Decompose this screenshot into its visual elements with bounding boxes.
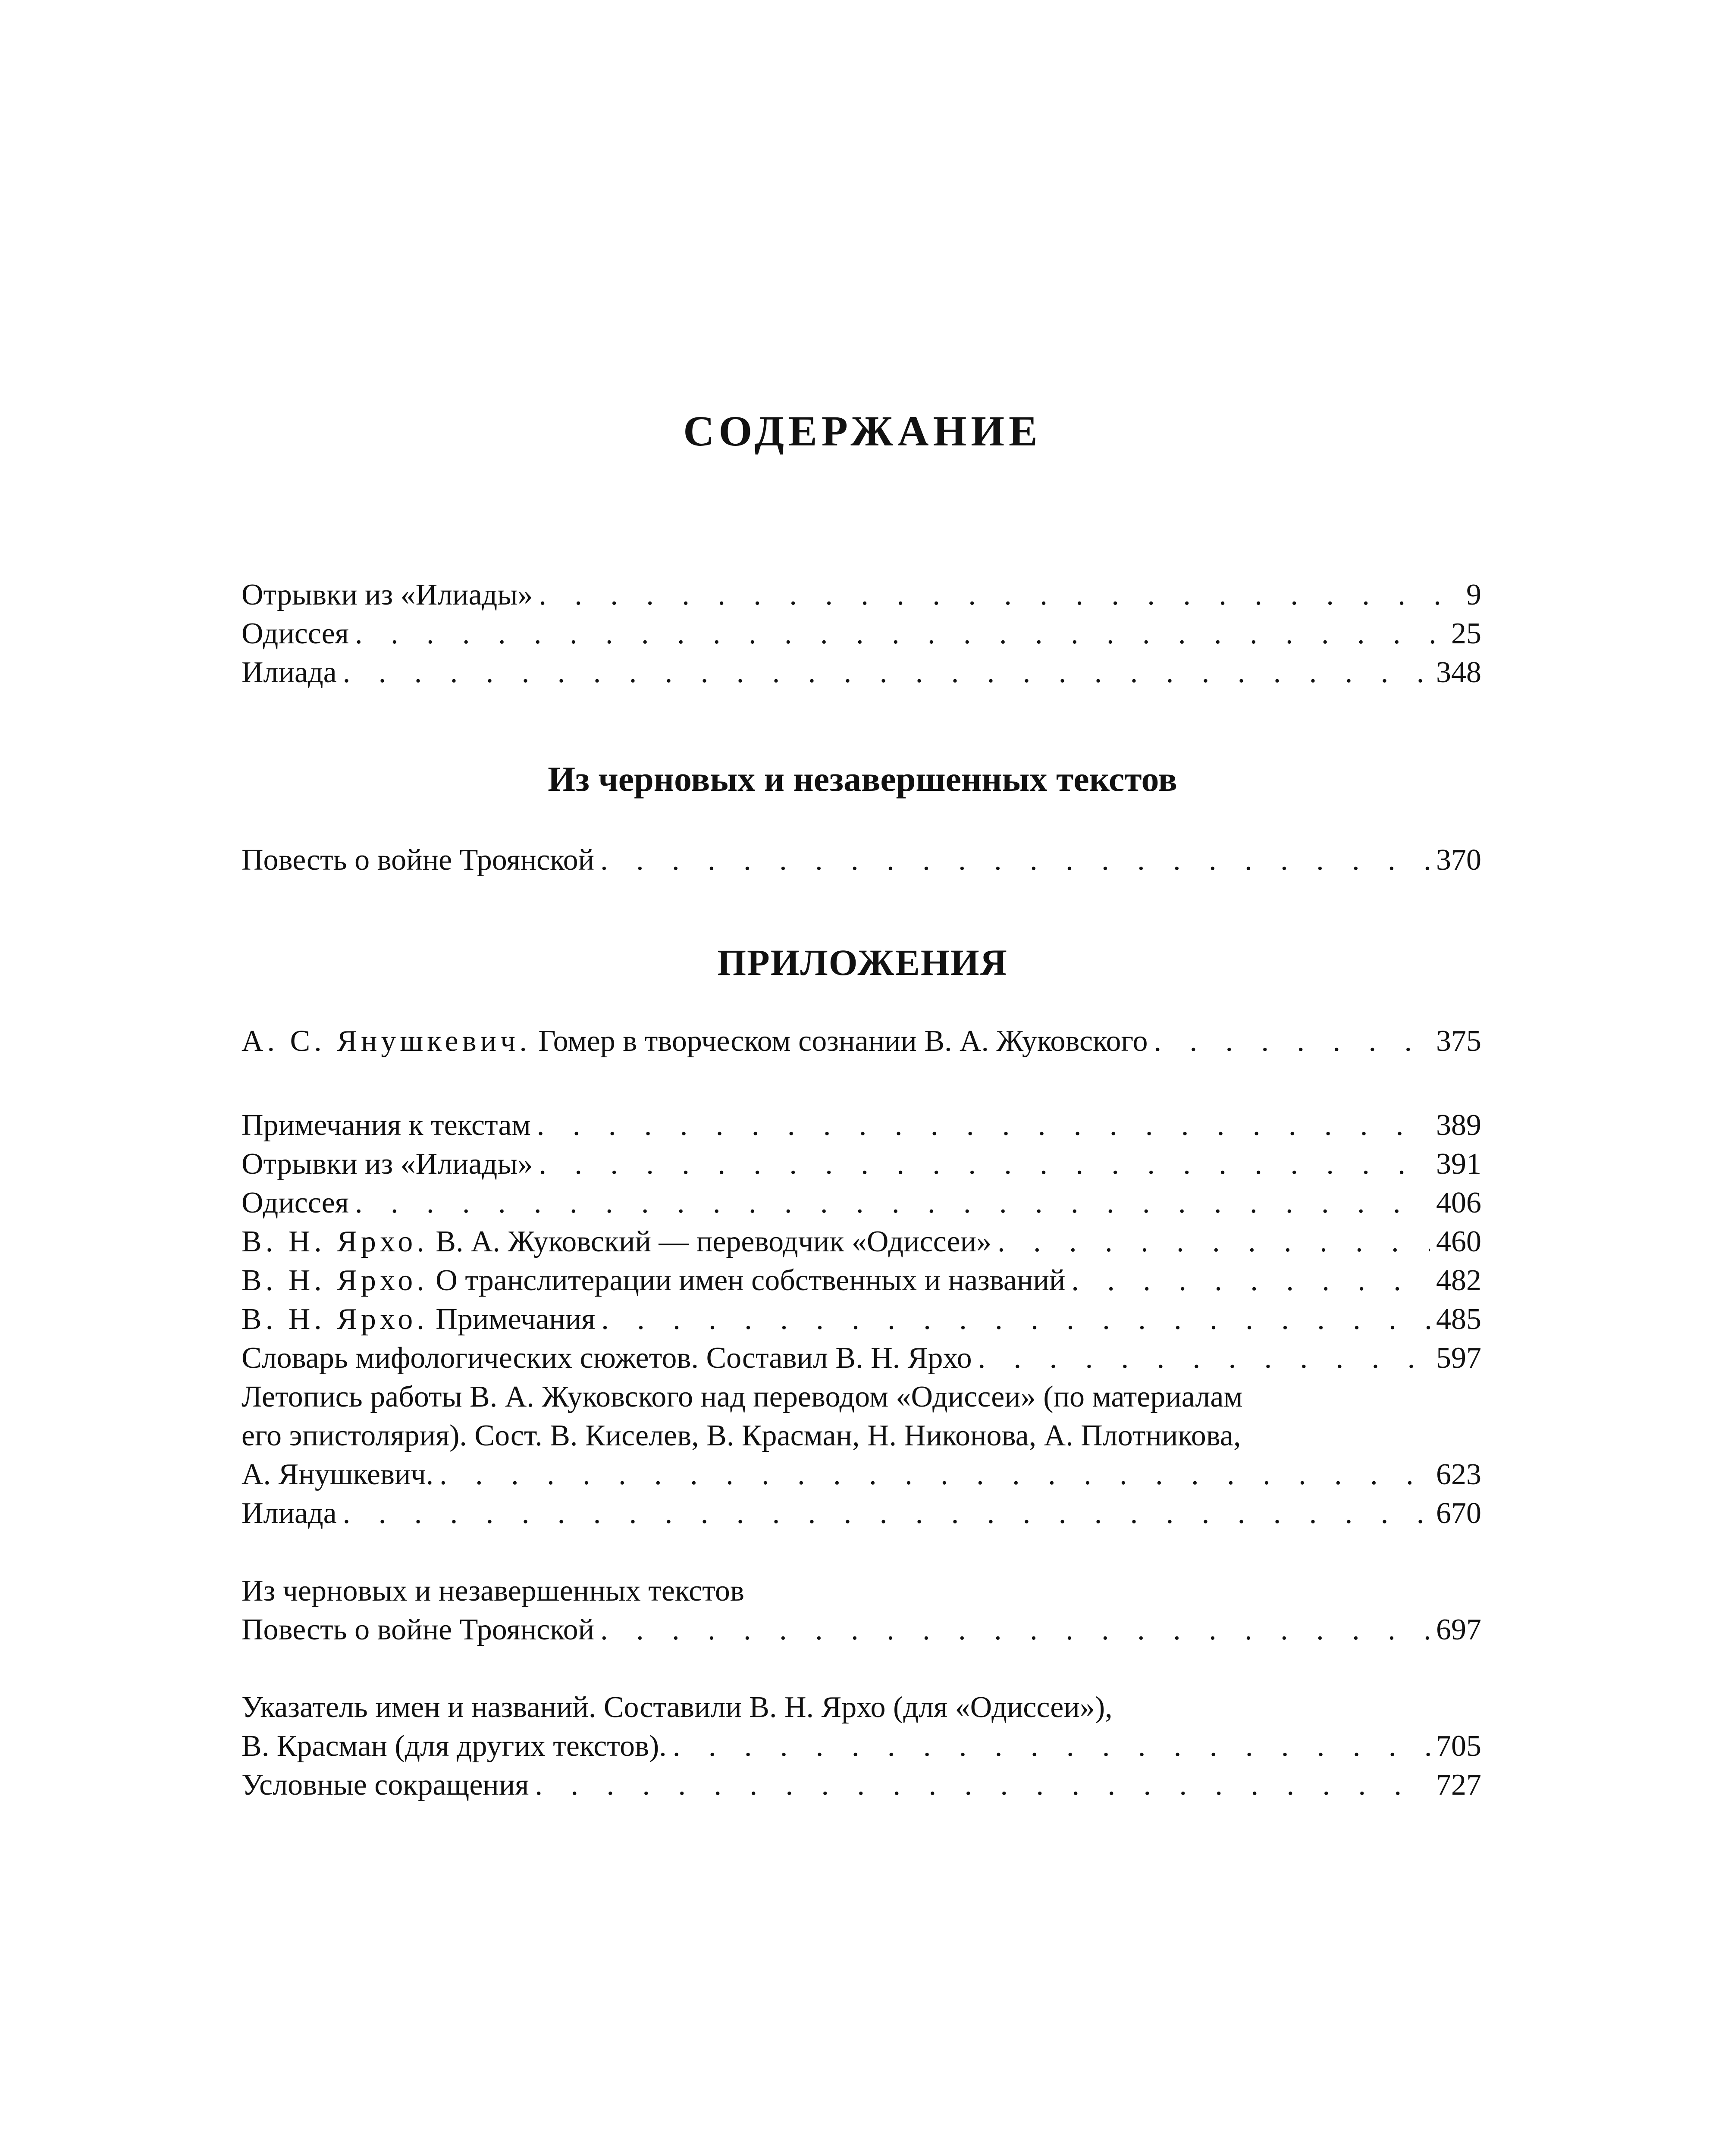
toc-entry-work: Отрывки из «Илиады»: [242, 1147, 533, 1181]
toc-entry: [242, 1766, 1481, 1805]
section-heading-appendix: ПРИЛОЖЕНИЯ: [717, 942, 1008, 983]
toc-entry-title: [242, 1145, 533, 1184]
toc-entry: [242, 1300, 1481, 1339]
dot-leader: [343, 1494, 1430, 1533]
toc-entry-work: О транслитерации имен собственных и названий: [436, 1264, 1066, 1297]
dot-leader: [1071, 1261, 1430, 1300]
toc-entry-title: Повесть о войне Троянской: [242, 1613, 595, 1646]
toc-entry-page: 348: [1436, 656, 1481, 689]
dot-leader: [539, 1145, 1430, 1184]
toc-entry-page: 485: [1436, 1303, 1481, 1336]
dot-leader: [343, 653, 1430, 692]
section-heading-drafts: Из черновых и незавершенных текстов: [548, 759, 1177, 799]
toc-subheading: Из черновых и незавершенных текстов: [242, 1574, 744, 1608]
toc-entry-page: 375: [1436, 1025, 1481, 1058]
toc-entry-work: Примечания к текстам: [242, 1109, 531, 1142]
toc-entry: [242, 576, 1481, 614]
toc-entry-author: А. С. Янушкевич.: [242, 1025, 531, 1058]
toc-entry-page: 482: [1436, 1264, 1481, 1297]
dot-leader: [439, 1455, 1430, 1494]
toc-entry: [242, 1727, 1481, 1766]
dot-leader: [600, 841, 1430, 880]
toc-entry-page: 391: [1436, 1147, 1481, 1181]
toc-entry-page: 9: [1466, 578, 1481, 611]
toc-entry-work: Гомер в творческом сознании В. А. Жуковского: [538, 1025, 1148, 1058]
toc-entry-page: 389: [1436, 1109, 1481, 1142]
dot-leader: [673, 1727, 1430, 1766]
toc-entry-page: 705: [1436, 1730, 1481, 1763]
toc-entry: [242, 1022, 1481, 1061]
toc-entry: [242, 1145, 1481, 1184]
toc-entry-title: Илиада: [242, 656, 337, 689]
toc-entry: [242, 1106, 1481, 1145]
toc-entry-title: Одиссея: [242, 617, 349, 650]
appendix-notes: [242, 1106, 1481, 1533]
toc-entry-title: [242, 1261, 1065, 1300]
toc-entry-line: Летопись работы В. А. Жуковского над переводом «Одиссеи» (по материалам: [242, 1380, 1243, 1413]
toc-entry: [242, 1184, 1481, 1222]
toc-entry: [242, 653, 1481, 692]
toc-entry-page: 727: [1436, 1768, 1481, 1802]
toc-entry: [242, 1339, 1481, 1378]
dot-leader: [997, 1222, 1430, 1261]
toc-entry: [242, 1222, 1481, 1261]
toc-entry: [242, 841, 1481, 880]
dot-leader: [537, 1106, 1430, 1145]
toc-entry-title: А. Янушкевич.: [242, 1458, 434, 1491]
toc-entry-title: [242, 1339, 972, 1378]
toc-entry-title: В. Красман (для других текстов).: [242, 1730, 667, 1763]
toc-entry-work: Словарь мифологических сюжетов. Составил В. Н. Ярхо: [242, 1341, 972, 1375]
toc-entry: [242, 1261, 1481, 1300]
dot-leader: [355, 614, 1445, 653]
toc-entry: [242, 614, 1481, 653]
main-entries: [242, 576, 1481, 692]
toc-entry-work: Одиссея: [242, 1186, 349, 1219]
toc-entry-title: Отрывки из «Илиады»: [242, 578, 533, 611]
toc-entry-page: 597: [1436, 1341, 1481, 1375]
dot-leader: [355, 1184, 1430, 1222]
toc-entry-title: Условные сокращения: [242, 1768, 529, 1802]
toc-entry-line: Указатель имен и названий. Составили В. Н. Ярхо (для «Одиссеи»),: [242, 1691, 1113, 1724]
toc-entry-line: его эпистолярия). Сост. В. Киселев, В. Красман, Н. Никонова, А. Плотникова,: [242, 1419, 1241, 1452]
toc-entry-author: В. Н. Ярхо.: [242, 1264, 428, 1297]
toc-entry-page: 697: [1436, 1613, 1481, 1646]
toc-entry-page: 406: [1436, 1186, 1481, 1219]
dot-leader: [539, 576, 1460, 614]
toc-entry-work: Примечания: [436, 1303, 596, 1336]
toc-entry-page: 370: [1436, 843, 1481, 877]
toc-entry-title: [242, 1106, 531, 1145]
dot-leader: [1154, 1022, 1430, 1061]
toc-entry-title: [242, 1222, 991, 1261]
dot-leader: [535, 1766, 1430, 1805]
toc-entry-page: 623: [1436, 1458, 1481, 1491]
toc-entry-work: В. А. Жуковский — переводчик «Одиссеи»: [436, 1225, 992, 1258]
dot-leader: [600, 1611, 1430, 1649]
toc-entry-page: 25: [1451, 617, 1481, 650]
toc-entry-author: В. Н. Ярхо.: [242, 1225, 428, 1258]
dot-leader: [978, 1339, 1430, 1378]
toc-entry-title: [242, 1300, 595, 1339]
toc-entry: [242, 1494, 1481, 1533]
toc-entry-title: [242, 1022, 1148, 1061]
drafts-entries: [242, 841, 1481, 880]
appendix-essay: [242, 1022, 1481, 1061]
toc-entry-page: 460: [1436, 1225, 1481, 1258]
toc-entry: [242, 1455, 1481, 1494]
page-title: СОДЕРЖАНИЕ: [683, 407, 1042, 455]
toc-entry-page: 670: [1436, 1497, 1481, 1530]
toc-entry-title: Повесть о войне Троянской: [242, 843, 595, 877]
toc-entry-title: Илиада: [242, 1497, 337, 1530]
appendix-index: [242, 1688, 1481, 1805]
toc-entry-title: [242, 1184, 349, 1222]
appendix-drafts-notes: [242, 1572, 1481, 1649]
toc-entry: [242, 1611, 1481, 1649]
toc-entry-author: В. Н. Ярхо.: [242, 1303, 428, 1336]
dot-leader: [601, 1300, 1430, 1339]
